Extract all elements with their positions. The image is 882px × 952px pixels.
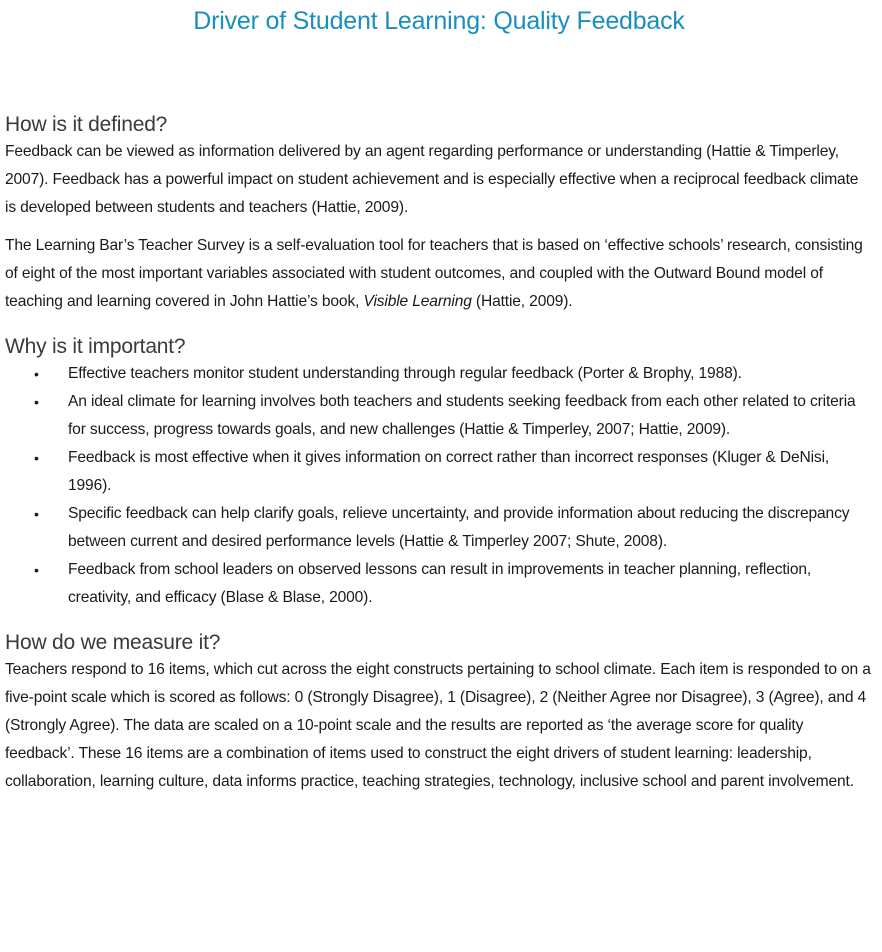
- bullet-icon: •: [34, 506, 39, 522]
- importance-bullet-list: [5, 360, 873, 612]
- list-item-text: An ideal climate for learning involves both teachers and students seeking feedback from each other related to criteria for success, progress towards goals, and new challenges (Hattie & Timperley, 2007; Hattie, 2009).: [68, 393, 856, 438]
- document-page: [5, 0, 873, 796]
- list-item-text: Effective teachers monitor student understanding through regular feedback (Porter & Brophy, 1988).: [68, 365, 742, 382]
- section-heading-defined: How is it defined?: [5, 113, 168, 136]
- defined-paragraph-2-citation: (Hattie, 2009).: [471, 293, 573, 310]
- list-item: [5, 444, 873, 500]
- list-item: [5, 500, 873, 556]
- bullet-icon: •: [34, 394, 39, 410]
- bullet-icon: •: [34, 450, 39, 466]
- measure-paragraph: Teachers respond to 16 items, which cut across the eight constructs pertaining to school climate. Each item is responded to on a five-point scale which is scored as follows: 0 (Strongly Disagree), 1 (Disagree), 2 (Neither Agree nor Disagree), 3 (Agree), and 4 (Strongly Agree). The data are scaled on a 10-point scale and the results are reported as ‘the average score for quality feedback’. These 16 items are a combination of items used to construct the eight drivers of student learning: leadership, collaboration, learning culture, data informs practice, teaching strategies, technology, inclusive school and parent involvement.: [5, 661, 871, 790]
- bullet-icon: •: [34, 562, 39, 578]
- section-heading-important: Why is it important?: [5, 335, 186, 358]
- list-item: [5, 556, 873, 612]
- list-item: [5, 360, 873, 388]
- list-item-text: Feedback is most effective when it gives information on correct rather than incorrect responses (Kluger & DeNisi, 1996).: [68, 449, 830, 494]
- defined-paragraph-2-text: The Learning Bar’s Teacher Survey is a self-evaluation tool for teachers that is based on ‘effective schools’ research, consisting of eight of the most important variables associated with student outcomes, and coupled with the Outward Bound model of teaching and learning covered in John Hattie’s book,: [5, 237, 863, 310]
- list-item-text: Feedback from school leaders on observed lessons can result in improvements in teacher planning, reflection, creativity, and efficacy (Blase & Blase, 2000).: [68, 561, 812, 606]
- list-item-text: Specific feedback can help clarify goals, relieve uncertainty, and provide information about reducing the discrepancy between current and desired performance levels (Hattie & Timperley 2007; Shute, 2008).: [68, 505, 850, 550]
- book-title-italic: Visible Learning: [363, 293, 472, 310]
- bullet-icon: •: [34, 366, 39, 382]
- document-title: Driver of Student Learning: Quality Feedback: [193, 7, 685, 35]
- defined-paragraph-1: Feedback can be viewed as information delivered by an agent regarding performance or understanding (Hattie & Timperley, 2007). Feedback has a powerful impact on student achievement and is especially effective when a reciprocal feedback climate is developed between students and teachers (Hattie, 2009).: [5, 143, 859, 216]
- section-heading-measure: How do we measure it?: [5, 631, 221, 654]
- list-item: [5, 388, 873, 444]
- defined-paragraph-2: [5, 232, 873, 316]
